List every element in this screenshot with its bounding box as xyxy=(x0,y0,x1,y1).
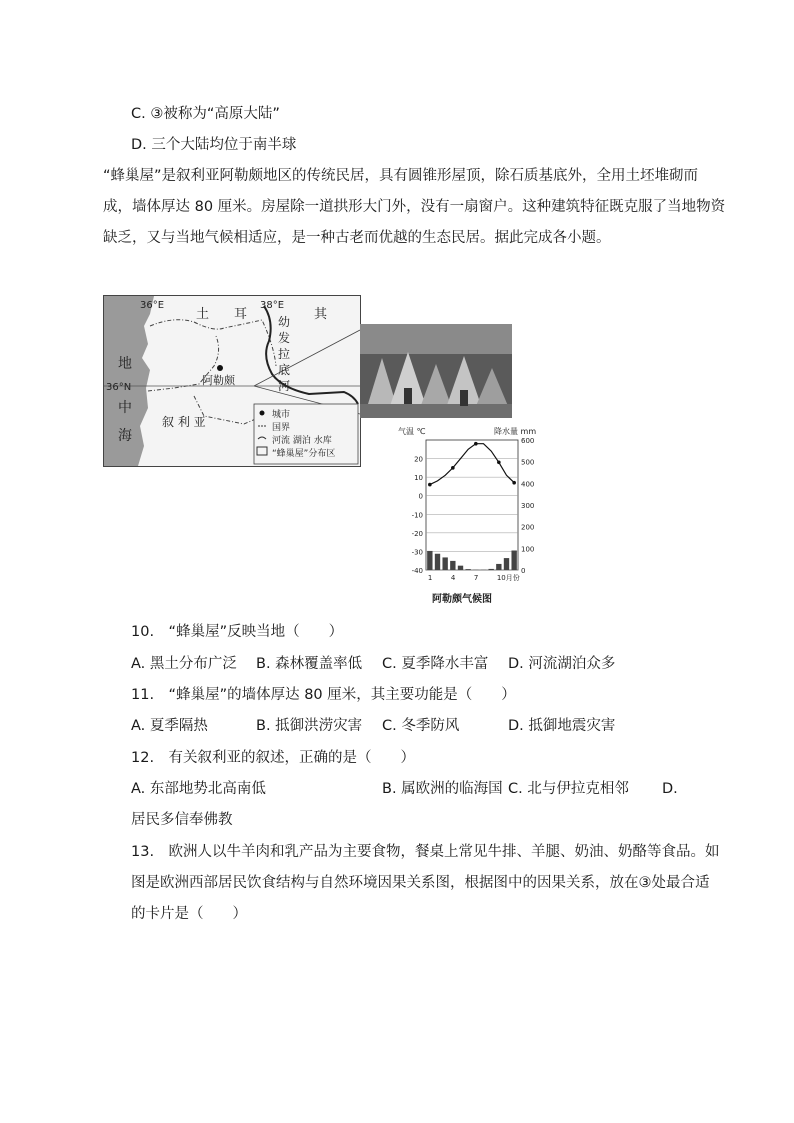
q12-option-a[interactable]: A. 东部地势北高南低 xyxy=(131,781,266,797)
q11-option-d[interactable]: D. 抵御地震灾害 xyxy=(508,718,616,734)
map-river-1: 幼 xyxy=(278,315,291,329)
precip-bar xyxy=(465,569,470,570)
temp-tick-label: 10 xyxy=(414,474,423,483)
legend-city: 城市 xyxy=(272,410,291,420)
precip-tick-label: 500 xyxy=(521,458,535,467)
q11-option-c[interactable]: C. 冬季防风 xyxy=(382,718,460,734)
temp-tick-label: -30 xyxy=(411,548,423,557)
precip-bar xyxy=(496,564,501,570)
q11-stem: 11. “蜂巢屋”的墙体厚达 80 厘米，其主要功能是（ ） xyxy=(131,687,516,703)
temp-point xyxy=(451,466,455,470)
option-c-prev: C. ③被称为“高原大陆” xyxy=(131,106,280,122)
q12-option-c[interactable]: C. 北与伊拉克相邻 xyxy=(508,781,629,797)
precip-tick-label: 100 xyxy=(521,545,535,554)
q11-option-a[interactable]: A. 夏季隔热 xyxy=(131,718,208,734)
temp-point xyxy=(428,483,432,487)
precip-bar xyxy=(458,566,463,570)
precip-bar xyxy=(488,569,493,570)
q10-stem: 10. “蜂巢屋”反映当地（ ） xyxy=(131,624,344,640)
q12-option-b[interactable]: B. 属欧洲的临海国 xyxy=(382,781,503,797)
q10-option-c[interactable]: C. 夏季降水丰富 xyxy=(382,656,489,672)
beehive-house-photo xyxy=(360,324,512,418)
q10-option-b[interactable]: B. 森林覆盖率低 xyxy=(256,656,363,672)
temp-axis-label: 气温 ℃ xyxy=(398,427,426,436)
q13-stem-line-3: 的卡片是（ ） xyxy=(131,906,247,922)
climate-chart-svg xyxy=(396,424,546,606)
passage-line-1: “蜂巢屋”是叙利亚阿勒颇地区的传统民居，具有圆锥形屋顶，除石质基底外，全用土坯堆砌而 xyxy=(103,168,699,184)
precip-tick-label: 0 xyxy=(521,567,526,575)
temp-tick-label: -40 xyxy=(411,567,423,575)
passage-line-2: 成，墙体厚达 80 厘米。房屋除一道拱形大门外，没有一扇窗户。这种建筑特征既克服了当地物资 xyxy=(103,199,726,215)
legend-border: 国界 xyxy=(272,423,291,433)
map-country-label: 叙 利 亚 xyxy=(162,415,206,429)
map-river-3: 拉 xyxy=(278,347,291,361)
month-tick-label: 4 xyxy=(450,574,456,582)
precip-bar xyxy=(435,554,440,570)
precip-bar xyxy=(442,557,447,570)
precip-bar xyxy=(450,561,455,570)
syria-map xyxy=(103,295,361,467)
temp-tick-label: 20 xyxy=(414,455,423,464)
precip-tick-label: 300 xyxy=(521,502,535,510)
map-city-label: 阿勒颇 xyxy=(202,374,235,387)
q10-option-d[interactable]: D. 河流湖泊众多 xyxy=(508,656,616,672)
climate-chart xyxy=(396,424,546,606)
precip-tick-label: 200 xyxy=(521,523,535,532)
q12-option-d[interactable]: D. xyxy=(662,781,678,797)
temp-tick-label: -20 xyxy=(411,529,423,538)
temp-point xyxy=(512,481,516,485)
plot-frame xyxy=(426,440,518,570)
q13-stem-line-2: 图是欧洲西部居民饮食结构与自然环境因果关系图，根据图中的因果关系，放在③处最合适 xyxy=(131,875,710,891)
map-turkey-2: 耳 xyxy=(234,307,248,322)
map-drawing xyxy=(104,296,360,466)
map-river-5: 河 xyxy=(278,379,291,393)
option-d-prev: D. 三个大陆均位于南半球 xyxy=(131,137,297,153)
map-river-4: 底 xyxy=(278,363,291,377)
month-tick-label: 1 xyxy=(427,574,433,582)
climate-caption: 阿勒颇气候图 xyxy=(432,594,492,605)
map-sea-1: 地 xyxy=(118,356,132,372)
map-sea-3: 海 xyxy=(118,428,132,444)
map-turkey-3: 其 xyxy=(314,307,328,322)
precip-tick-label: 600 xyxy=(521,437,535,445)
q13-stem-line-1: 13. 欧洲人以牛羊肉和乳产品为主要食物，餐桌上常见牛排、羊腿、奶油、奶酪等食品。如 xyxy=(131,844,720,860)
q12-stem: 12. 有关叙利亚的叙述，正确的是（ ） xyxy=(131,750,416,766)
precip-axis-label: 降水量 mm xyxy=(494,427,537,436)
temp-tick-label: 0 xyxy=(418,492,423,501)
q11-option-b[interactable]: B. 抵御洪涝灾害 xyxy=(256,718,363,734)
precip-tick-label: 400 xyxy=(521,480,535,489)
temp-point xyxy=(474,442,478,446)
map-sea-2: 中 xyxy=(118,400,132,416)
legend-zone: “蜂巢屋”分布区 xyxy=(272,449,336,459)
map-river-2: 发 xyxy=(278,331,291,345)
precip-bar xyxy=(504,558,509,570)
temp-tick-label: -10 xyxy=(411,511,423,520)
lon-36-label: 36°E xyxy=(140,300,165,311)
q12-option-d-text: 居民多信奉佛教 xyxy=(131,812,233,828)
month-tick-label: 7 xyxy=(473,574,479,582)
q10-option-a[interactable]: A. 黑土分布广泛 xyxy=(131,656,237,672)
precip-bar xyxy=(427,551,432,570)
passage-line-3: 缺乏，又与当地气候相适应，是一种古老而优越的生态民居。据此完成各小题。 xyxy=(103,230,611,246)
lat-36-label: 36°N xyxy=(106,382,132,393)
lon-38-label: 38°E xyxy=(260,300,285,311)
map-turkey-1: 土 xyxy=(196,307,210,322)
legend-water: 河流 湖泊 水库 xyxy=(272,436,332,446)
month-tick-label: 10月份 xyxy=(496,574,520,582)
precip-bar xyxy=(511,551,516,571)
temp-point xyxy=(497,460,501,464)
